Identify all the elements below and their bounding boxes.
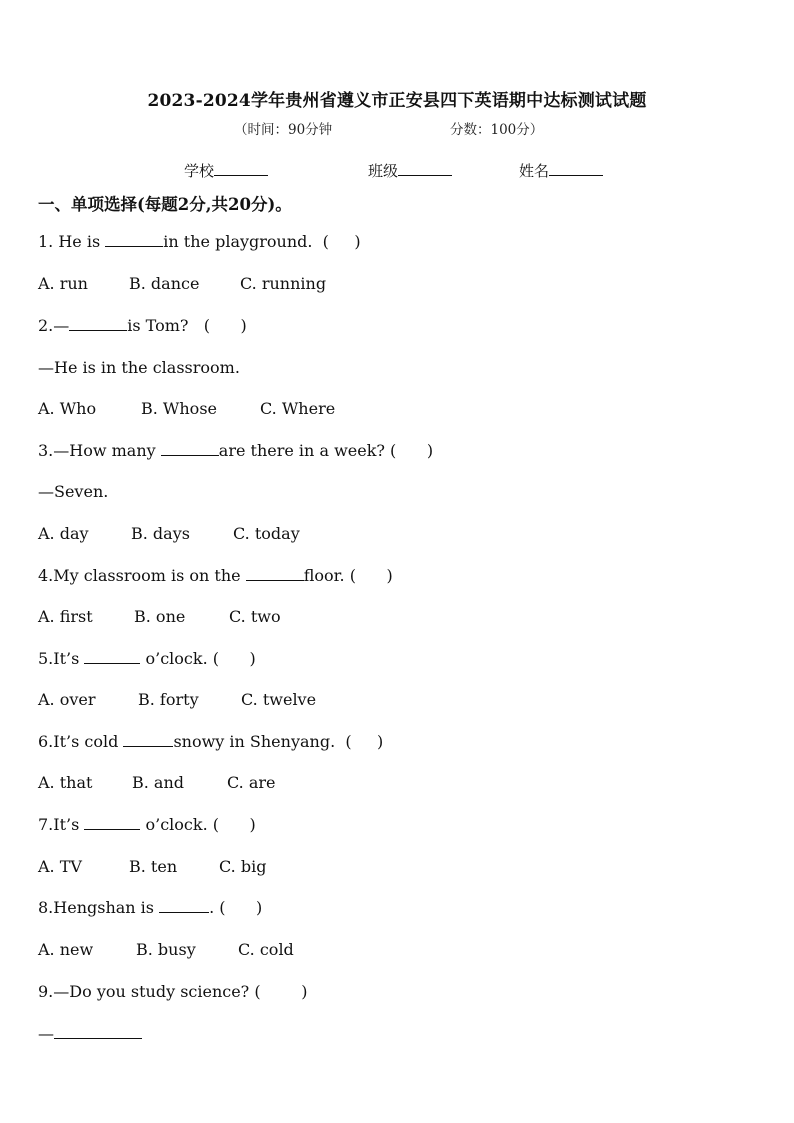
class-field <box>368 160 452 181</box>
option-a[interactable]: A. Who <box>38 399 97 418</box>
q5-blank[interactable] <box>84 650 140 664</box>
q2-options <box>38 399 335 418</box>
option-c[interactable]: C. two <box>229 607 281 626</box>
q6-options <box>38 773 276 792</box>
q3-text-end: are there in a week? ( ) <box>218 441 434 460</box>
exam-score: 分数：100分） <box>450 122 544 138</box>
q3-options <box>38 524 300 543</box>
q3-text-start: 3.—How many <box>38 441 161 460</box>
q2-blank[interactable] <box>69 317 127 331</box>
q6-text-end: snowy in Shenyang. ( ) <box>173 732 384 751</box>
q3-blank[interactable] <box>161 442 219 456</box>
question-5 <box>38 649 256 668</box>
question-6 <box>38 732 383 751</box>
q8-text-end: . ( ) <box>209 898 263 917</box>
q4-options <box>38 607 281 626</box>
option-b[interactable]: B. forty <box>138 690 199 709</box>
option-b[interactable]: B. Whose <box>141 399 217 418</box>
option-b[interactable]: B. and <box>132 773 185 792</box>
option-a[interactable]: A. that <box>38 773 93 792</box>
q5-options <box>38 690 316 709</box>
q2-text-end: is Tom? ( ) <box>127 316 247 335</box>
q8-text-start: 8.Hengshan is <box>38 898 160 917</box>
q1-blank[interactable] <box>105 233 163 247</box>
q9-answer-line <box>38 1024 142 1043</box>
option-c[interactable]: C. twelve <box>241 690 317 709</box>
question-8 <box>38 898 262 917</box>
section-title: 一、单项选择(每题2分,共20分)。 <box>38 195 292 214</box>
question-7 <box>38 815 256 834</box>
class-label: 班级 <box>368 162 399 180</box>
q9-dash: — <box>38 1024 54 1043</box>
question-4 <box>38 566 393 585</box>
option-a[interactable]: A. day <box>38 524 89 543</box>
q7-options <box>38 857 266 876</box>
option-b[interactable]: B. one <box>134 607 186 626</box>
option-b[interactable]: B. days <box>131 524 190 543</box>
exam-time: （时间：90分钟 <box>234 122 333 138</box>
option-b[interactable]: B. busy <box>136 940 196 959</box>
q1-text-start: 1. He is <box>38 232 106 251</box>
q4-blank[interactable] <box>246 567 304 581</box>
option-c[interactable]: C. today <box>233 524 300 543</box>
q8-blank[interactable] <box>159 899 209 913</box>
school-field <box>184 160 268 181</box>
school-label: 学校 <box>184 162 215 180</box>
option-a[interactable]: A. new <box>38 940 94 959</box>
q5-text-end: o’clock. ( ) <box>140 649 256 668</box>
q7-blank[interactable] <box>84 816 140 830</box>
name-blank[interactable] <box>549 161 603 176</box>
option-c[interactable]: C. are <box>227 773 276 792</box>
option-c[interactable]: C. running <box>240 274 327 293</box>
q6-text-start: 6.It’s cold <box>38 732 124 751</box>
q6-blank[interactable] <box>123 733 173 747</box>
q1-options <box>38 274 326 293</box>
option-c[interactable]: C. Where <box>260 399 336 418</box>
name-field <box>519 160 603 181</box>
school-blank[interactable] <box>214 161 268 176</box>
option-a[interactable]: A. over <box>38 690 96 709</box>
question-2 <box>38 316 247 335</box>
name-label: 姓名 <box>519 162 550 180</box>
q5-text-start: 5.It’s <box>38 649 85 668</box>
q7-text-end: o’clock. ( ) <box>140 815 256 834</box>
q7-text-start: 7.It’s <box>38 815 85 834</box>
q3-answer-line: —Seven. <box>38 482 109 501</box>
option-a[interactable]: A. first <box>38 607 93 626</box>
option-c[interactable]: C. cold <box>238 940 294 959</box>
option-b[interactable]: B. dance <box>129 274 200 293</box>
option-a[interactable]: A. TV <box>38 857 82 876</box>
q8-options <box>38 940 294 959</box>
class-blank[interactable] <box>398 161 452 176</box>
q2-answer-line: —He is in the classroom. <box>38 358 240 377</box>
question-9: 9.—Do you study science? ( ) <box>38 982 308 1001</box>
q4-text-start: 4.My classroom is on the <box>38 566 246 585</box>
q1-text-end: in the playground. ( ) <box>163 232 361 251</box>
q4-text-end: floor. ( ) <box>303 566 393 585</box>
option-c[interactable]: C. big <box>219 857 267 876</box>
option-b[interactable]: B. ten <box>129 857 178 876</box>
question-3 <box>38 441 433 460</box>
q2-text-start: 2.— <box>38 316 70 335</box>
question-1 <box>38 232 361 251</box>
page-title: 2023-2024学年贵州省遵义市正安县四下英语期中达标测试试题 <box>147 91 647 111</box>
option-a[interactable]: A. run <box>38 274 88 293</box>
q9-blank[interactable] <box>54 1025 142 1039</box>
